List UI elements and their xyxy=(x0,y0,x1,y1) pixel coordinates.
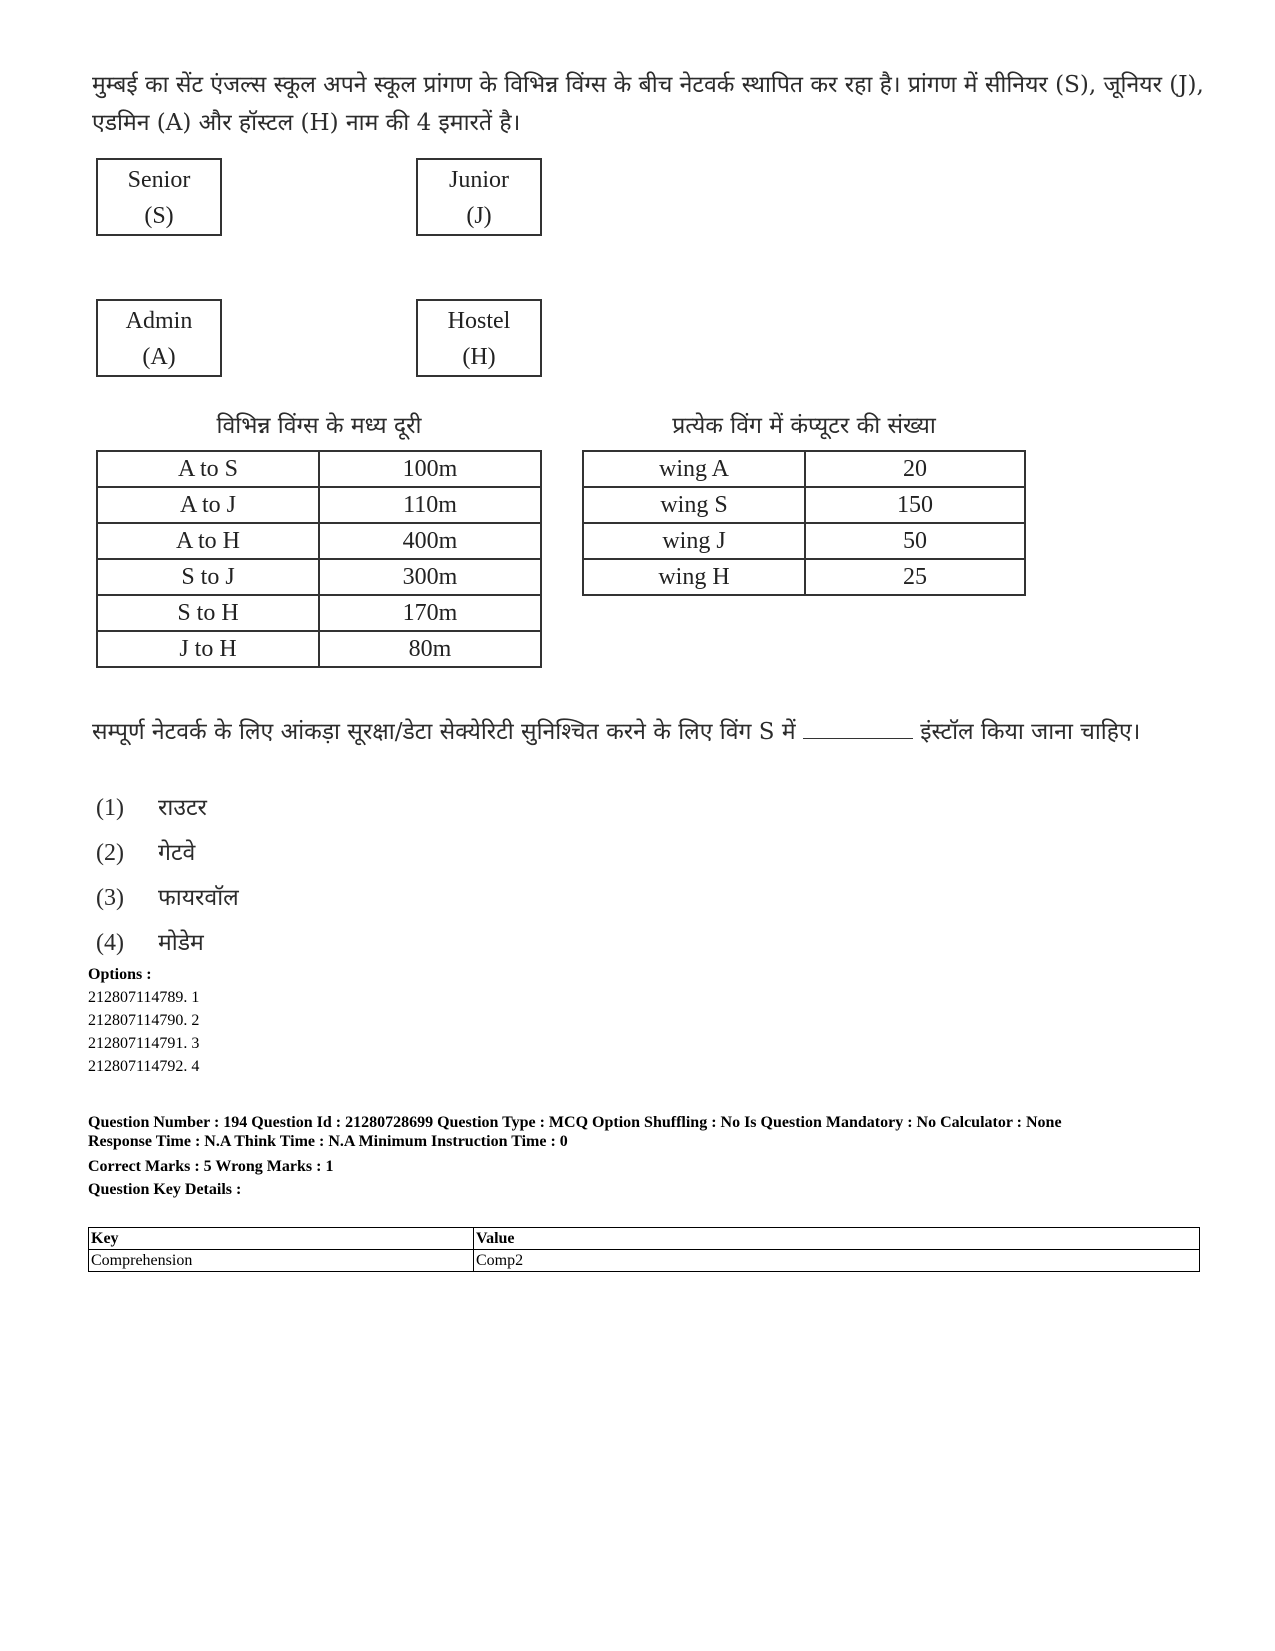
distance-value: 400m xyxy=(319,523,541,559)
choice-number: (1) xyxy=(96,795,124,821)
building-name: Junior xyxy=(449,167,509,193)
building-code: (H) xyxy=(462,344,496,370)
choice-text: गेटवे xyxy=(158,840,196,866)
answer-choice xyxy=(96,790,207,822)
building-senior xyxy=(96,158,222,236)
question-part-2: इंस्टॉल किया जाना चाहिए। xyxy=(920,719,1141,745)
key-details-table xyxy=(88,1227,1200,1272)
value-header: Value xyxy=(474,1228,1200,1250)
key-cell: Comprehension xyxy=(89,1250,474,1272)
wing-name: wing A xyxy=(583,451,805,487)
building-junior xyxy=(416,158,542,236)
table-row xyxy=(97,451,541,487)
question-text xyxy=(92,712,1212,752)
table-row xyxy=(583,487,1025,523)
building-code: (J) xyxy=(466,203,492,229)
wing-name: wing S xyxy=(583,487,805,523)
value-cell: Comp2 xyxy=(474,1250,1200,1272)
wing-pair: J to H xyxy=(97,631,319,667)
choice-text: फायरवॉल xyxy=(158,885,239,911)
table-row xyxy=(97,487,541,523)
computers-table-caption: प्रत्येक विंग में कंप्यूटर की संख्या xyxy=(672,413,936,439)
distance-value: 300m xyxy=(319,559,541,595)
wing-pair: A to S xyxy=(97,451,319,487)
intro-paragraph: मुम्बई का सेंट एंजल्स स्कूल अपने स्कूल प्रांगण के विभिन्न विंग्स के बीच नेटवर्क स्थापित कर रहा है। प्रांगण में सीनियर (S), जूनियर (J), एडमिन (A) और हॉस्टल (H) नाम की 4 इमारतें है। xyxy=(92,72,1204,136)
question-part-1: सम्पूर्ण नेटवर्क के लिए आंकड़ा सूरक्षा/डेटा सेक्येरिटी सुनिश्चित करने के लिए विंग S में xyxy=(92,719,796,745)
options-label: Options : xyxy=(88,966,152,983)
building-code: (A) xyxy=(142,344,176,370)
wing-name: wing H xyxy=(583,559,805,595)
meta-line-1: Question Number : 194 Question Id : 21280728699 Question Type : MCQ Option Shuffling : No Is Question Mandatory : No Calculator : None xyxy=(88,1114,1062,1131)
table-row xyxy=(583,451,1025,487)
table-header-row xyxy=(89,1228,1200,1250)
option-id: 212807114789. 1 xyxy=(88,989,200,1006)
table-row xyxy=(97,523,541,559)
table-row xyxy=(97,559,541,595)
table-row xyxy=(583,523,1025,559)
table-row xyxy=(583,559,1025,595)
computer-count: 150 xyxy=(805,487,1025,523)
wing-pair: S to H xyxy=(97,595,319,631)
distance-table xyxy=(96,450,542,668)
fill-in-blank xyxy=(803,716,913,739)
key-header: Key xyxy=(89,1228,474,1250)
choice-text: राउटर xyxy=(158,795,207,821)
marks-line: Correct Marks : 5 Wrong Marks : 1 xyxy=(88,1158,334,1175)
distance-value: 110m xyxy=(319,487,541,523)
building-code: (S) xyxy=(144,203,174,229)
distance-value: 100m xyxy=(319,451,541,487)
answer-choice xyxy=(96,880,239,912)
table-row xyxy=(97,595,541,631)
table-row xyxy=(89,1250,1200,1272)
building-name: Hostel xyxy=(447,308,511,334)
answer-choice xyxy=(96,925,204,957)
option-id: 212807114792. 4 xyxy=(88,1058,200,1075)
wing-pair: A to H xyxy=(97,523,319,559)
answer-choice xyxy=(96,835,195,867)
option-id: 212807114790. 2 xyxy=(88,1012,200,1029)
table-row xyxy=(97,631,541,667)
computer-count: 50 xyxy=(805,523,1025,559)
computers-table xyxy=(582,450,1026,596)
choice-number: (4) xyxy=(96,930,124,956)
computer-count: 25 xyxy=(805,559,1025,595)
wing-pair: A to J xyxy=(97,487,319,523)
question-meta xyxy=(88,1113,1228,1201)
wing-name: wing J xyxy=(583,523,805,559)
distance-table-caption: विभिन्न विंग्स के मध्य दूरी xyxy=(216,413,422,439)
building-name: Senior xyxy=(127,167,191,193)
building-hostel xyxy=(416,299,542,377)
choice-text: मोडेम xyxy=(158,930,204,956)
meta-line-2: Response Time : N.A Think Time : N.A Minimum Instruction Time : 0 xyxy=(88,1133,568,1150)
wing-pair: S to J xyxy=(97,559,319,595)
distance-value: 80m xyxy=(319,631,541,667)
option-id: 212807114791. 3 xyxy=(88,1035,200,1052)
building-admin xyxy=(96,299,222,377)
computer-count: 20 xyxy=(805,451,1025,487)
building-name: Admin xyxy=(125,308,193,334)
options-section xyxy=(88,963,199,1078)
distance-value: 170m xyxy=(319,595,541,631)
choice-number: (3) xyxy=(96,885,124,911)
key-details-label: Question Key Details : xyxy=(88,1181,242,1198)
choice-number: (2) xyxy=(96,840,124,866)
